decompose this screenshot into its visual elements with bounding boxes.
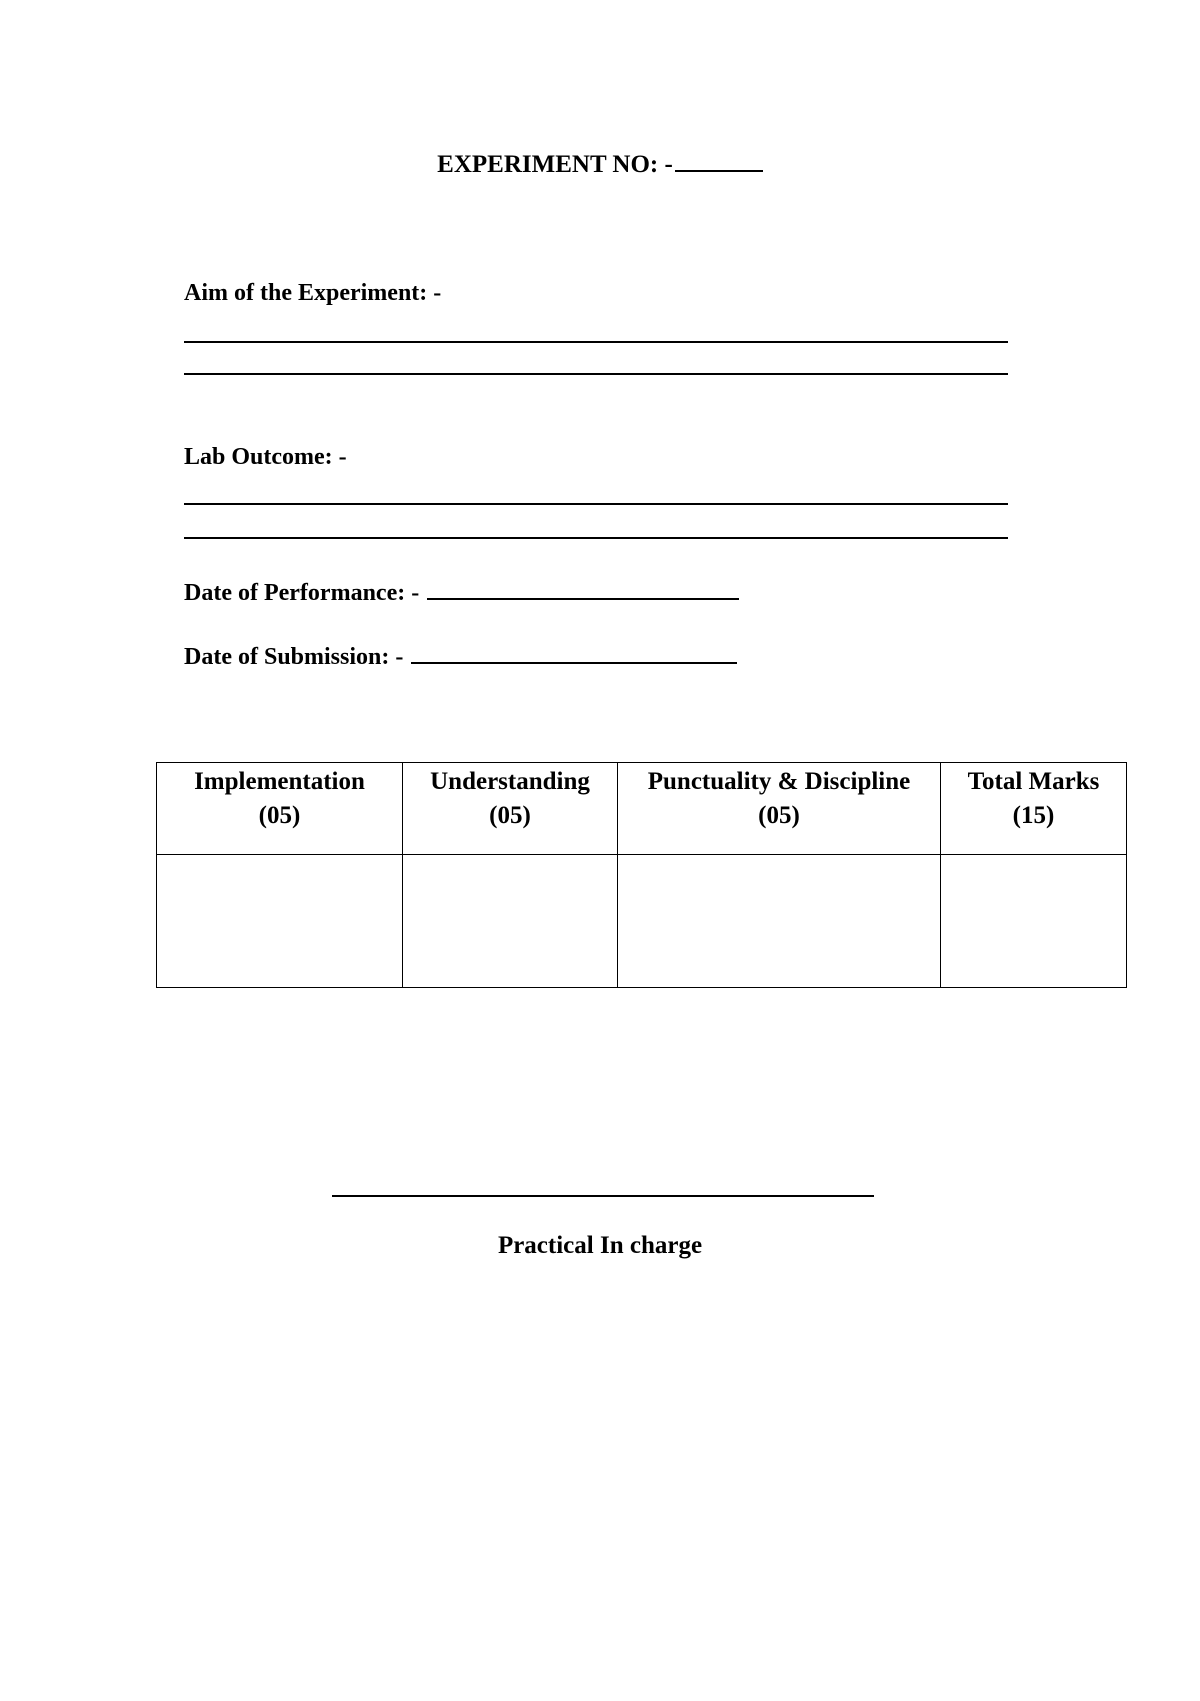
header-implementation: Implementation (05)	[157, 763, 403, 855]
signature-label: Practical In charge	[497, 1232, 703, 1259]
outcome-line-1[interactable]	[184, 503, 1008, 505]
submission-date-field[interactable]	[411, 640, 737, 664]
table-header-row	[157, 763, 1127, 855]
submission-date-row	[184, 640, 737, 671]
page-title	[0, 148, 1200, 179]
aim-line-2[interactable]	[184, 373, 1008, 375]
experiment-number-field[interactable]	[675, 148, 763, 172]
performance-date-field[interactable]	[427, 576, 739, 600]
header-punctuality: Punctuality & Discipline (05)	[618, 763, 941, 855]
performance-date-label: Date of Performance: -	[184, 580, 420, 606]
header-total: Total Marks (15)	[941, 763, 1127, 855]
title-text: EXPERIMENT NO: -	[437, 151, 673, 178]
aim-label: Aim of the Experiment: -	[184, 280, 442, 306]
total-score-cell[interactable]	[941, 855, 1127, 988]
performance-date-row	[184, 576, 739, 607]
punctuality-score-cell[interactable]	[618, 855, 941, 988]
header-understanding: Understanding (05)	[403, 763, 618, 855]
understanding-score-cell[interactable]	[403, 855, 618, 988]
implementation-score-cell[interactable]	[157, 855, 403, 988]
table-row	[157, 855, 1127, 988]
signature-line[interactable]	[332, 1195, 874, 1197]
marks-table	[156, 762, 1127, 988]
outcome-label: Lab Outcome: -	[184, 444, 347, 470]
aim-line-1[interactable]	[184, 341, 1008, 343]
submission-date-label: Date of Submission: -	[184, 644, 404, 670]
outcome-line-2[interactable]	[184, 537, 1008, 539]
